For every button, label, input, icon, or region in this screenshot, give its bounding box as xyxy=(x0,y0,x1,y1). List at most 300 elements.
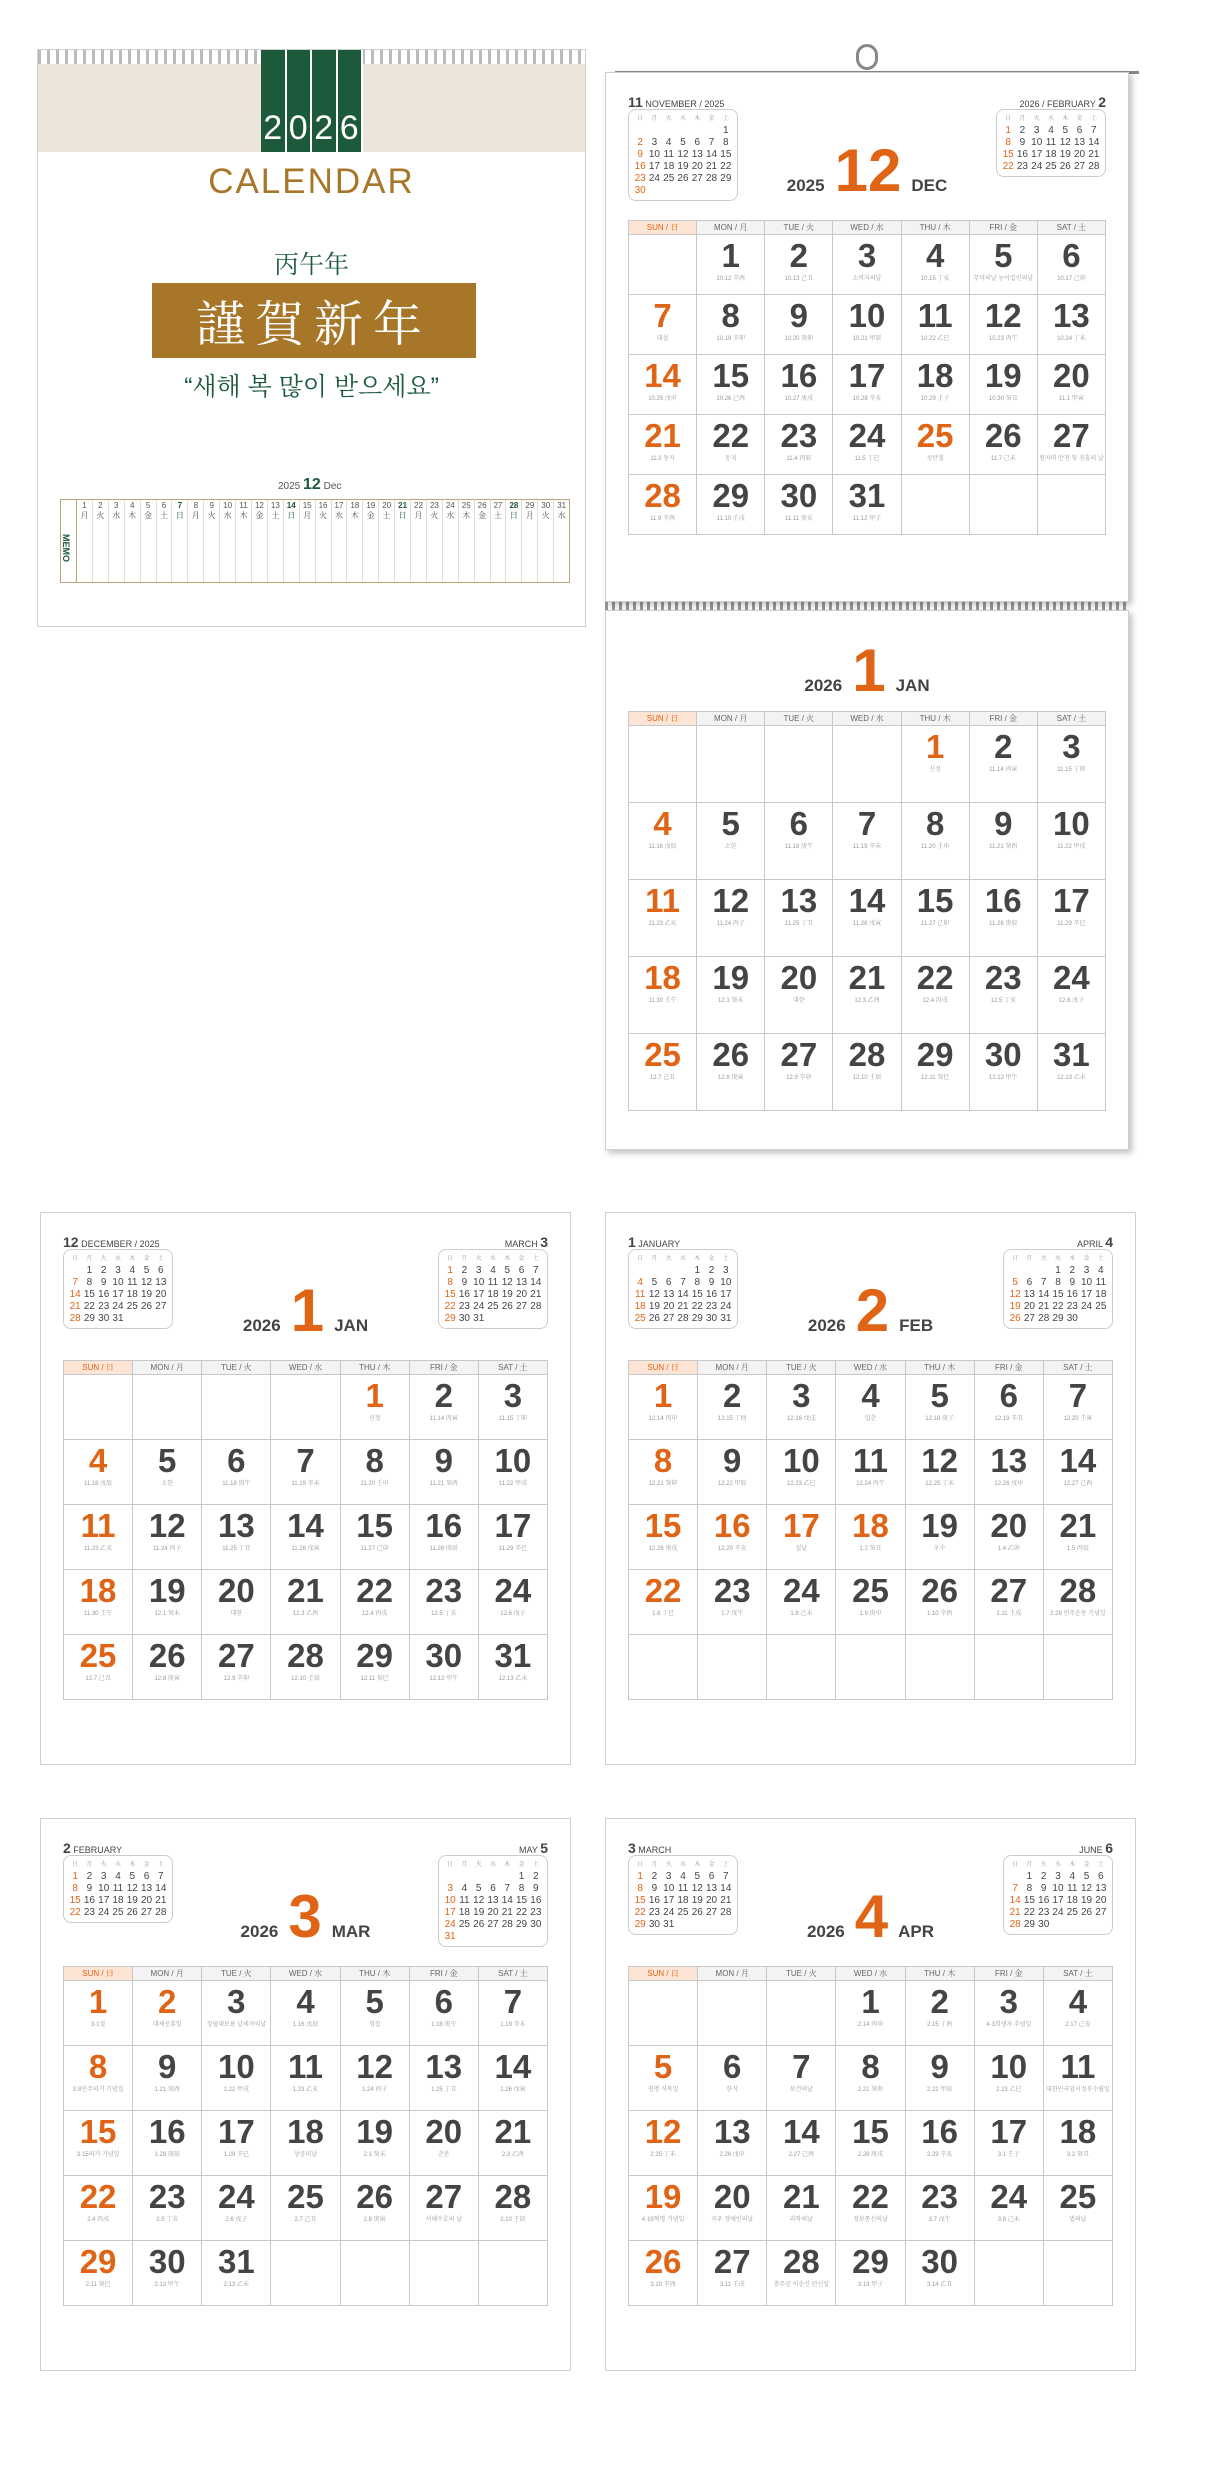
day-cell xyxy=(1044,2111,1113,2176)
mini-day: 7 xyxy=(723,1871,729,1882)
day-number: 20 xyxy=(217,1572,255,1609)
day-number: 26 xyxy=(984,417,1022,454)
day-note: 11.22 甲戌 xyxy=(498,1481,528,1487)
day-note: 12.3 乙酉 xyxy=(292,1611,319,1617)
day-cell xyxy=(767,1440,836,1505)
mini-day: 20 xyxy=(1023,1301,1035,1312)
mini-day: 15 xyxy=(69,1895,81,1906)
mini-day: 8 xyxy=(694,1277,701,1288)
month-year: 2026 xyxy=(806,1922,845,1941)
mini-day: 20 xyxy=(487,1907,499,1918)
mini-weekday: 火 xyxy=(665,1256,672,1262)
day-number: 17 xyxy=(782,1507,820,1544)
day-note: 2.11 癸巳 xyxy=(85,2282,111,2288)
day-cell xyxy=(629,2046,698,2111)
day-note: 11.16 戊辰 xyxy=(648,844,677,850)
month-grid xyxy=(628,1966,1113,2306)
mini-day: 28 xyxy=(720,1907,732,1918)
day-cell xyxy=(271,1440,340,1505)
day-cell xyxy=(697,415,765,475)
mini-week-row xyxy=(1008,1313,1108,1325)
mini-week-row xyxy=(633,173,733,185)
day-cell xyxy=(1044,1635,1113,1700)
day-note: 1.11 壬戌 xyxy=(996,1611,1022,1617)
day-cell xyxy=(902,415,970,475)
mini-day: 8 xyxy=(86,1277,93,1288)
day-note: 11.27 己卯 xyxy=(921,921,950,927)
mini-day: 2 xyxy=(461,1265,468,1276)
day-note: 무역의날 농어업인의날 xyxy=(973,276,1034,282)
memo-day-column xyxy=(236,500,252,582)
memo-day-column xyxy=(443,500,459,582)
weekday-header: FRI / 金 xyxy=(975,1361,1044,1375)
day-cell xyxy=(479,2111,548,2176)
day-number: 9 xyxy=(434,1442,453,1479)
day-number: 31 xyxy=(217,2243,255,2280)
mini-weekday: 金 xyxy=(1076,116,1083,122)
day-number: 10 xyxy=(494,1442,532,1479)
mini-day: 2 xyxy=(1069,1265,1076,1276)
day-number: 8 xyxy=(365,1442,384,1479)
day-number: 2 xyxy=(994,728,1013,765)
memo-day-column xyxy=(93,500,109,582)
mini-calendar-grid xyxy=(628,1249,738,1329)
day-note: 3.2 癸丑 xyxy=(1066,2152,1089,2158)
day-note: 1.21 癸酉 xyxy=(154,2087,180,2093)
mini-month-title: JANUARY xyxy=(635,1239,681,1249)
day-cell xyxy=(697,295,765,355)
mini-day: 7 xyxy=(1012,1883,1018,1894)
day-cell xyxy=(836,1635,905,1700)
day-note: 12.4 丙戌 xyxy=(361,1611,388,1617)
day-cell xyxy=(1044,2046,1113,2111)
mini-month-title: MARCH xyxy=(504,1239,541,1249)
day-cell xyxy=(271,2176,340,2241)
mini-week-row xyxy=(1008,1895,1108,1907)
memo-day-column xyxy=(284,500,300,582)
day-number: 3 xyxy=(792,1377,811,1414)
mini-day: 2 xyxy=(100,1265,107,1276)
mini-day: 6 xyxy=(1026,1277,1033,1288)
mini-weekday: 水 xyxy=(679,1256,686,1262)
mini-calendar-title xyxy=(628,1841,738,1855)
day-number: 20 xyxy=(1053,357,1090,394)
mini-month-title: NOVEMBER / 2025 xyxy=(642,99,725,109)
day-note: 1.5 丙辰 xyxy=(1066,1546,1089,1552)
weekday-header: TUE / 火 xyxy=(202,1361,271,1375)
weekday-header: SAT / 土 xyxy=(1038,712,1106,726)
mini-day: 9 xyxy=(1019,137,1026,148)
day-number: 16 xyxy=(921,2113,958,2150)
day-note: 11.21 癸酉 xyxy=(429,1481,458,1487)
day-cell xyxy=(629,803,697,880)
mini-day: 28 xyxy=(69,1313,81,1324)
day-cell xyxy=(202,2046,271,2111)
month-year: 2026 xyxy=(240,1922,279,1941)
day-number: 22 xyxy=(644,1572,682,1609)
day-note: 3·8민주의거 기념일 xyxy=(72,2087,124,2093)
day-number: 14 xyxy=(782,2113,820,2150)
mini-calendar-grid xyxy=(628,109,738,201)
day-number: 27 xyxy=(1053,417,1090,454)
day-note: 11.25 丁丑 xyxy=(222,1546,251,1552)
day-cell xyxy=(906,1570,975,1635)
weekday-header-row xyxy=(629,712,1106,726)
memo-day-num: 2 xyxy=(98,501,103,510)
mini-day: 17 xyxy=(720,1289,732,1300)
mini-day xyxy=(647,125,661,137)
mini-day: 20 xyxy=(691,161,703,172)
week-row xyxy=(64,2111,548,2176)
memo-day-num: 29 xyxy=(525,501,535,510)
mini-week-row xyxy=(68,1883,168,1895)
memo-day-num: 5 xyxy=(145,501,151,510)
weekday-header-row xyxy=(629,1967,1113,1981)
memo-day-column xyxy=(332,500,348,582)
day-note: 12.27 己酉 xyxy=(1063,1481,1093,1487)
day-cell xyxy=(970,355,1038,415)
mini-day: 25 xyxy=(1045,161,1057,172)
mini-calendar-grid xyxy=(996,109,1106,177)
mini-day: 7 xyxy=(680,1277,686,1288)
mini-day: 13 xyxy=(515,1277,528,1288)
mini-day: 18 xyxy=(112,1895,124,1906)
mini-weekday-row xyxy=(68,1859,168,1871)
day-number: 21 xyxy=(644,417,681,454)
day-number: 31 xyxy=(1053,1036,1090,1073)
day-note: 11.7 己未 xyxy=(990,456,1016,462)
mini-day xyxy=(514,1931,528,1943)
memo-day-weekday: 土 xyxy=(159,511,168,520)
day-cell xyxy=(271,1570,340,1635)
mini-day: 27 xyxy=(140,1907,153,1918)
mini-day: 11 xyxy=(487,1277,499,1288)
mini-day: 1 xyxy=(518,1871,525,1882)
day-cell xyxy=(906,2176,975,2241)
day-cell xyxy=(410,1635,479,1700)
day-cell xyxy=(906,1635,975,1700)
mini-weekday: 水 xyxy=(1047,116,1054,122)
mini-day xyxy=(529,1313,543,1325)
day-note: 2.27 己酉 xyxy=(788,2152,815,2158)
day-number: 19 xyxy=(356,2113,393,2150)
mini-day: 11 xyxy=(1067,1883,1078,1894)
weekday-header-row xyxy=(629,1361,1113,1375)
week-row xyxy=(629,803,1106,880)
memo-day-column xyxy=(188,500,204,582)
mini-day: 30 xyxy=(1038,1919,1050,1930)
day-cell xyxy=(629,1375,698,1440)
day-cell xyxy=(64,1570,133,1635)
day-note: 12.9 辛卯 xyxy=(223,1676,250,1682)
day-cell xyxy=(970,295,1038,355)
day-cell xyxy=(341,2241,410,2306)
mini-month-num: 3 xyxy=(540,1234,548,1250)
mini-week-row xyxy=(633,1301,733,1313)
mini-day: 7 xyxy=(1091,125,1097,136)
week-row xyxy=(629,880,1106,957)
mini-day: 4 xyxy=(680,1871,686,1882)
mini-day: 29 xyxy=(720,173,732,184)
day-note: 2.28 민주운동 기념일 xyxy=(1050,1611,1106,1617)
mini-day: 1 xyxy=(72,1871,78,1882)
week-row xyxy=(629,235,1106,295)
mini-day: 11 xyxy=(127,1277,138,1288)
mini-day: 31 xyxy=(444,1931,456,1942)
day-number: 5 xyxy=(721,805,740,842)
day-cell xyxy=(767,2176,836,2241)
mini-day: 24 xyxy=(720,1301,732,1312)
day-note: 경칩 xyxy=(368,2022,381,2028)
mini-day: 10 xyxy=(1031,137,1043,148)
mini-day: 10 xyxy=(648,149,660,160)
week-row xyxy=(629,1375,1113,1440)
day-cell xyxy=(629,2176,698,2241)
mini-calendar-title xyxy=(1003,1841,1113,1855)
day-number: 13 xyxy=(780,882,818,919)
mini-day: 2 xyxy=(637,137,643,148)
day-cell xyxy=(629,880,697,957)
day-number: 12 xyxy=(644,2113,682,2150)
day-note: 11.9 辛酉 xyxy=(650,516,676,522)
mini-day: 11 xyxy=(634,1289,646,1300)
mini-weekday: 土 xyxy=(532,1256,539,1262)
mini-day: 25 xyxy=(1066,1907,1078,1918)
mini-day xyxy=(486,1313,500,1325)
mini-week-row xyxy=(68,1301,168,1313)
day-number: 20 xyxy=(425,2113,463,2150)
day-note: 3.7 戊午 xyxy=(928,2217,951,2223)
day-note: 3.13 甲子 xyxy=(857,2282,884,2288)
mini-day xyxy=(676,1265,690,1277)
day-note: 11.10 壬戌 xyxy=(716,516,745,522)
mini-day xyxy=(139,1313,153,1325)
day-number: 18 xyxy=(287,2113,324,2150)
memo-day-num: 26 xyxy=(477,501,487,510)
day-cell xyxy=(133,2176,202,2241)
day-note: 12.7 己丑 xyxy=(85,1676,111,1682)
day-note: 10.27 庚戌 xyxy=(784,396,814,402)
day-number: 26 xyxy=(356,2178,393,2215)
day-note: 1.6 丁巳 xyxy=(652,1611,675,1617)
mini-day xyxy=(690,185,704,197)
day-number: 9 xyxy=(930,2048,949,2085)
day-cell xyxy=(1038,475,1106,535)
mini-day: 30 xyxy=(530,1919,542,1930)
mini-weekday: 土 xyxy=(722,1862,729,1868)
mini-day: 13 xyxy=(487,1895,499,1906)
memo-day-column xyxy=(77,500,93,582)
mini-month-title: FEBRUARY xyxy=(70,1845,123,1855)
mini-weekday-row xyxy=(633,1859,733,1871)
mini-day xyxy=(472,1931,486,1943)
mini-day: 5 xyxy=(143,1265,150,1276)
mini-weekday: 火 xyxy=(1040,1862,1047,1868)
mini-week-row xyxy=(1008,1277,1108,1289)
mini-day xyxy=(500,1313,514,1325)
day-note: 정보통신의날 xyxy=(853,2217,888,2223)
month-name: JAN xyxy=(334,1316,369,1335)
day-number: 17 xyxy=(494,1507,532,1544)
day-note: 11.23 乙亥 xyxy=(648,921,677,927)
mini-day: 28 xyxy=(155,1907,167,1918)
mini-day: 21 xyxy=(1009,1907,1021,1918)
mini-day xyxy=(457,1871,471,1883)
memo-day-weekday: 金 xyxy=(255,511,264,520)
memo-day-column xyxy=(268,500,284,582)
day-number: 1 xyxy=(861,1983,880,2020)
day-cell xyxy=(906,2046,975,2111)
day-note: 11.26 戊寅 xyxy=(852,921,882,927)
mini-day: 12 xyxy=(1059,137,1071,148)
memo-day-weekday: 月 xyxy=(525,511,534,520)
day-cell xyxy=(479,1440,548,1505)
mini-month-num: 6 xyxy=(1105,1840,1113,1856)
day-number: 25 xyxy=(852,1572,889,1609)
mini-day: 27 xyxy=(705,1907,718,1918)
memo-day-column xyxy=(141,500,157,582)
day-number: 1 xyxy=(925,728,945,765)
memo-day-column xyxy=(554,500,569,582)
mini-day: 24 xyxy=(112,1301,124,1312)
memo-day-num: 31 xyxy=(557,501,567,510)
memo-day-num: 6 xyxy=(161,501,167,510)
memo-day-weekday: 月 xyxy=(80,511,89,520)
weekday-header: MON / 月 xyxy=(697,221,765,235)
mini-weekday: 日 xyxy=(72,1862,79,1868)
memo-day-weekday: 木 xyxy=(239,511,248,520)
mini-day xyxy=(1037,1265,1051,1277)
mini-day xyxy=(1094,1919,1108,1931)
mini-day: 15 xyxy=(1052,1289,1064,1300)
day-number: 16 xyxy=(780,357,818,394)
mini-weekday-row xyxy=(1008,1253,1108,1265)
memo-day-column xyxy=(427,500,443,582)
mini-calendar-grid xyxy=(1003,1855,1113,1935)
day-cell xyxy=(765,957,833,1034)
day-note: 2.8 庚寅 xyxy=(363,2217,386,2223)
mini-day: 21 xyxy=(501,1907,513,1918)
mini-day: 27 xyxy=(691,173,703,184)
day-cell xyxy=(765,355,833,415)
mini-day: 14 xyxy=(677,1289,689,1300)
mini-day: 17 xyxy=(663,1895,675,1906)
memo-day-column xyxy=(125,500,141,582)
mini-week-row xyxy=(633,1883,733,1895)
mini-day: 18 xyxy=(126,1289,138,1300)
day-number: 27 xyxy=(425,2178,463,2215)
mini-weekday: 木 xyxy=(694,1862,701,1868)
day-cell xyxy=(202,2176,271,2241)
mini-week-row xyxy=(443,1931,543,1943)
day-number: 22 xyxy=(356,1572,393,1609)
day-cell xyxy=(836,1505,905,1570)
weekday-header: THU / 木 xyxy=(341,1361,410,1375)
weekday-header: FRI / 金 xyxy=(410,1361,479,1375)
day-cell xyxy=(975,2176,1044,2241)
mini-day: 13 xyxy=(1095,1883,1107,1894)
day-note: 12.13 乙未 xyxy=(1057,1075,1086,1081)
mini-day: 7 xyxy=(533,1265,539,1276)
day-note: 11.24 丙子 xyxy=(716,921,745,927)
day-number: 28 xyxy=(644,477,681,514)
mini-day xyxy=(486,1931,500,1943)
day-cell xyxy=(410,1570,479,1635)
day-number: 18 xyxy=(644,959,681,996)
day-note: 11.30 壬午 xyxy=(648,998,677,1004)
weekday-header: SUN / 日 xyxy=(64,1967,133,1981)
day-cell xyxy=(970,415,1038,475)
day-cell xyxy=(975,1375,1044,1440)
day-number: 6 xyxy=(999,1377,1018,1414)
day-number: 7 xyxy=(653,297,672,334)
mini-month-title: MARCH xyxy=(635,1845,672,1855)
mini-day: 20 xyxy=(155,1289,167,1300)
memo-day-weekday: 水 xyxy=(557,511,566,520)
week-row xyxy=(629,1440,1113,1505)
day-number: 8 xyxy=(653,1442,673,1479)
day-number: 15 xyxy=(356,1507,393,1544)
memo-day-column xyxy=(316,500,332,582)
mini-day: 27 xyxy=(1073,161,1086,172)
day-cell xyxy=(410,2176,479,2241)
day-number: 28 xyxy=(848,1036,886,1073)
day-number: 14 xyxy=(644,357,681,394)
mini-day: 12 xyxy=(473,1895,485,1906)
day-cell xyxy=(629,957,697,1034)
mini-day: 24 xyxy=(444,1919,456,1930)
weekday-header: THU / 木 xyxy=(902,712,970,726)
mini-day: 19 xyxy=(677,161,689,172)
day-cell xyxy=(902,1034,970,1111)
day-number: 1 xyxy=(721,237,740,274)
day-cell xyxy=(64,2111,133,2176)
mini-day xyxy=(1079,1919,1093,1931)
mini-day: 13 xyxy=(155,1277,167,1288)
day-number: 10 xyxy=(782,1442,820,1479)
mini-month-num: 11 xyxy=(628,94,643,110)
day-number: 2 xyxy=(434,1377,453,1414)
mini-day: 15 xyxy=(720,149,732,160)
weekday-header: TUE / 火 xyxy=(765,221,833,235)
mini-day: 19 xyxy=(1009,1301,1021,1312)
day-note: 상공의날 xyxy=(293,2152,318,2158)
mini-day: 30 xyxy=(648,1919,660,1930)
mini-week-row xyxy=(68,1313,168,1325)
mini-day: 24 xyxy=(1052,1907,1064,1918)
mini-day: 4 xyxy=(490,1265,496,1276)
day-cell xyxy=(64,1505,133,1570)
mini-week-row xyxy=(443,1313,543,1325)
day-note: 1.28 庚辰 xyxy=(154,2152,180,2158)
month-year: 2025 xyxy=(786,176,825,195)
mini-day: 14 xyxy=(1088,137,1100,148)
mini-day: 6 xyxy=(694,137,701,148)
weekday-header: MON / 月 xyxy=(133,1967,202,1981)
mini-day: 12 xyxy=(648,1289,660,1300)
mini-day: 5 xyxy=(475,1883,482,1894)
day-number: 18 xyxy=(916,357,954,394)
mini-weekday: 水 xyxy=(489,1256,496,1262)
mini-day: 1 xyxy=(637,1871,643,1882)
mini-day: 15 xyxy=(634,1895,646,1906)
mini-week-row xyxy=(443,1277,543,1289)
mini-day: 12 xyxy=(691,1883,703,1894)
day-note: 2.25 丁未 xyxy=(650,2152,676,2158)
day-cell xyxy=(902,957,970,1034)
day-note: 11.4 丙辰 xyxy=(786,456,812,462)
day-number: 18 xyxy=(79,1572,117,1609)
